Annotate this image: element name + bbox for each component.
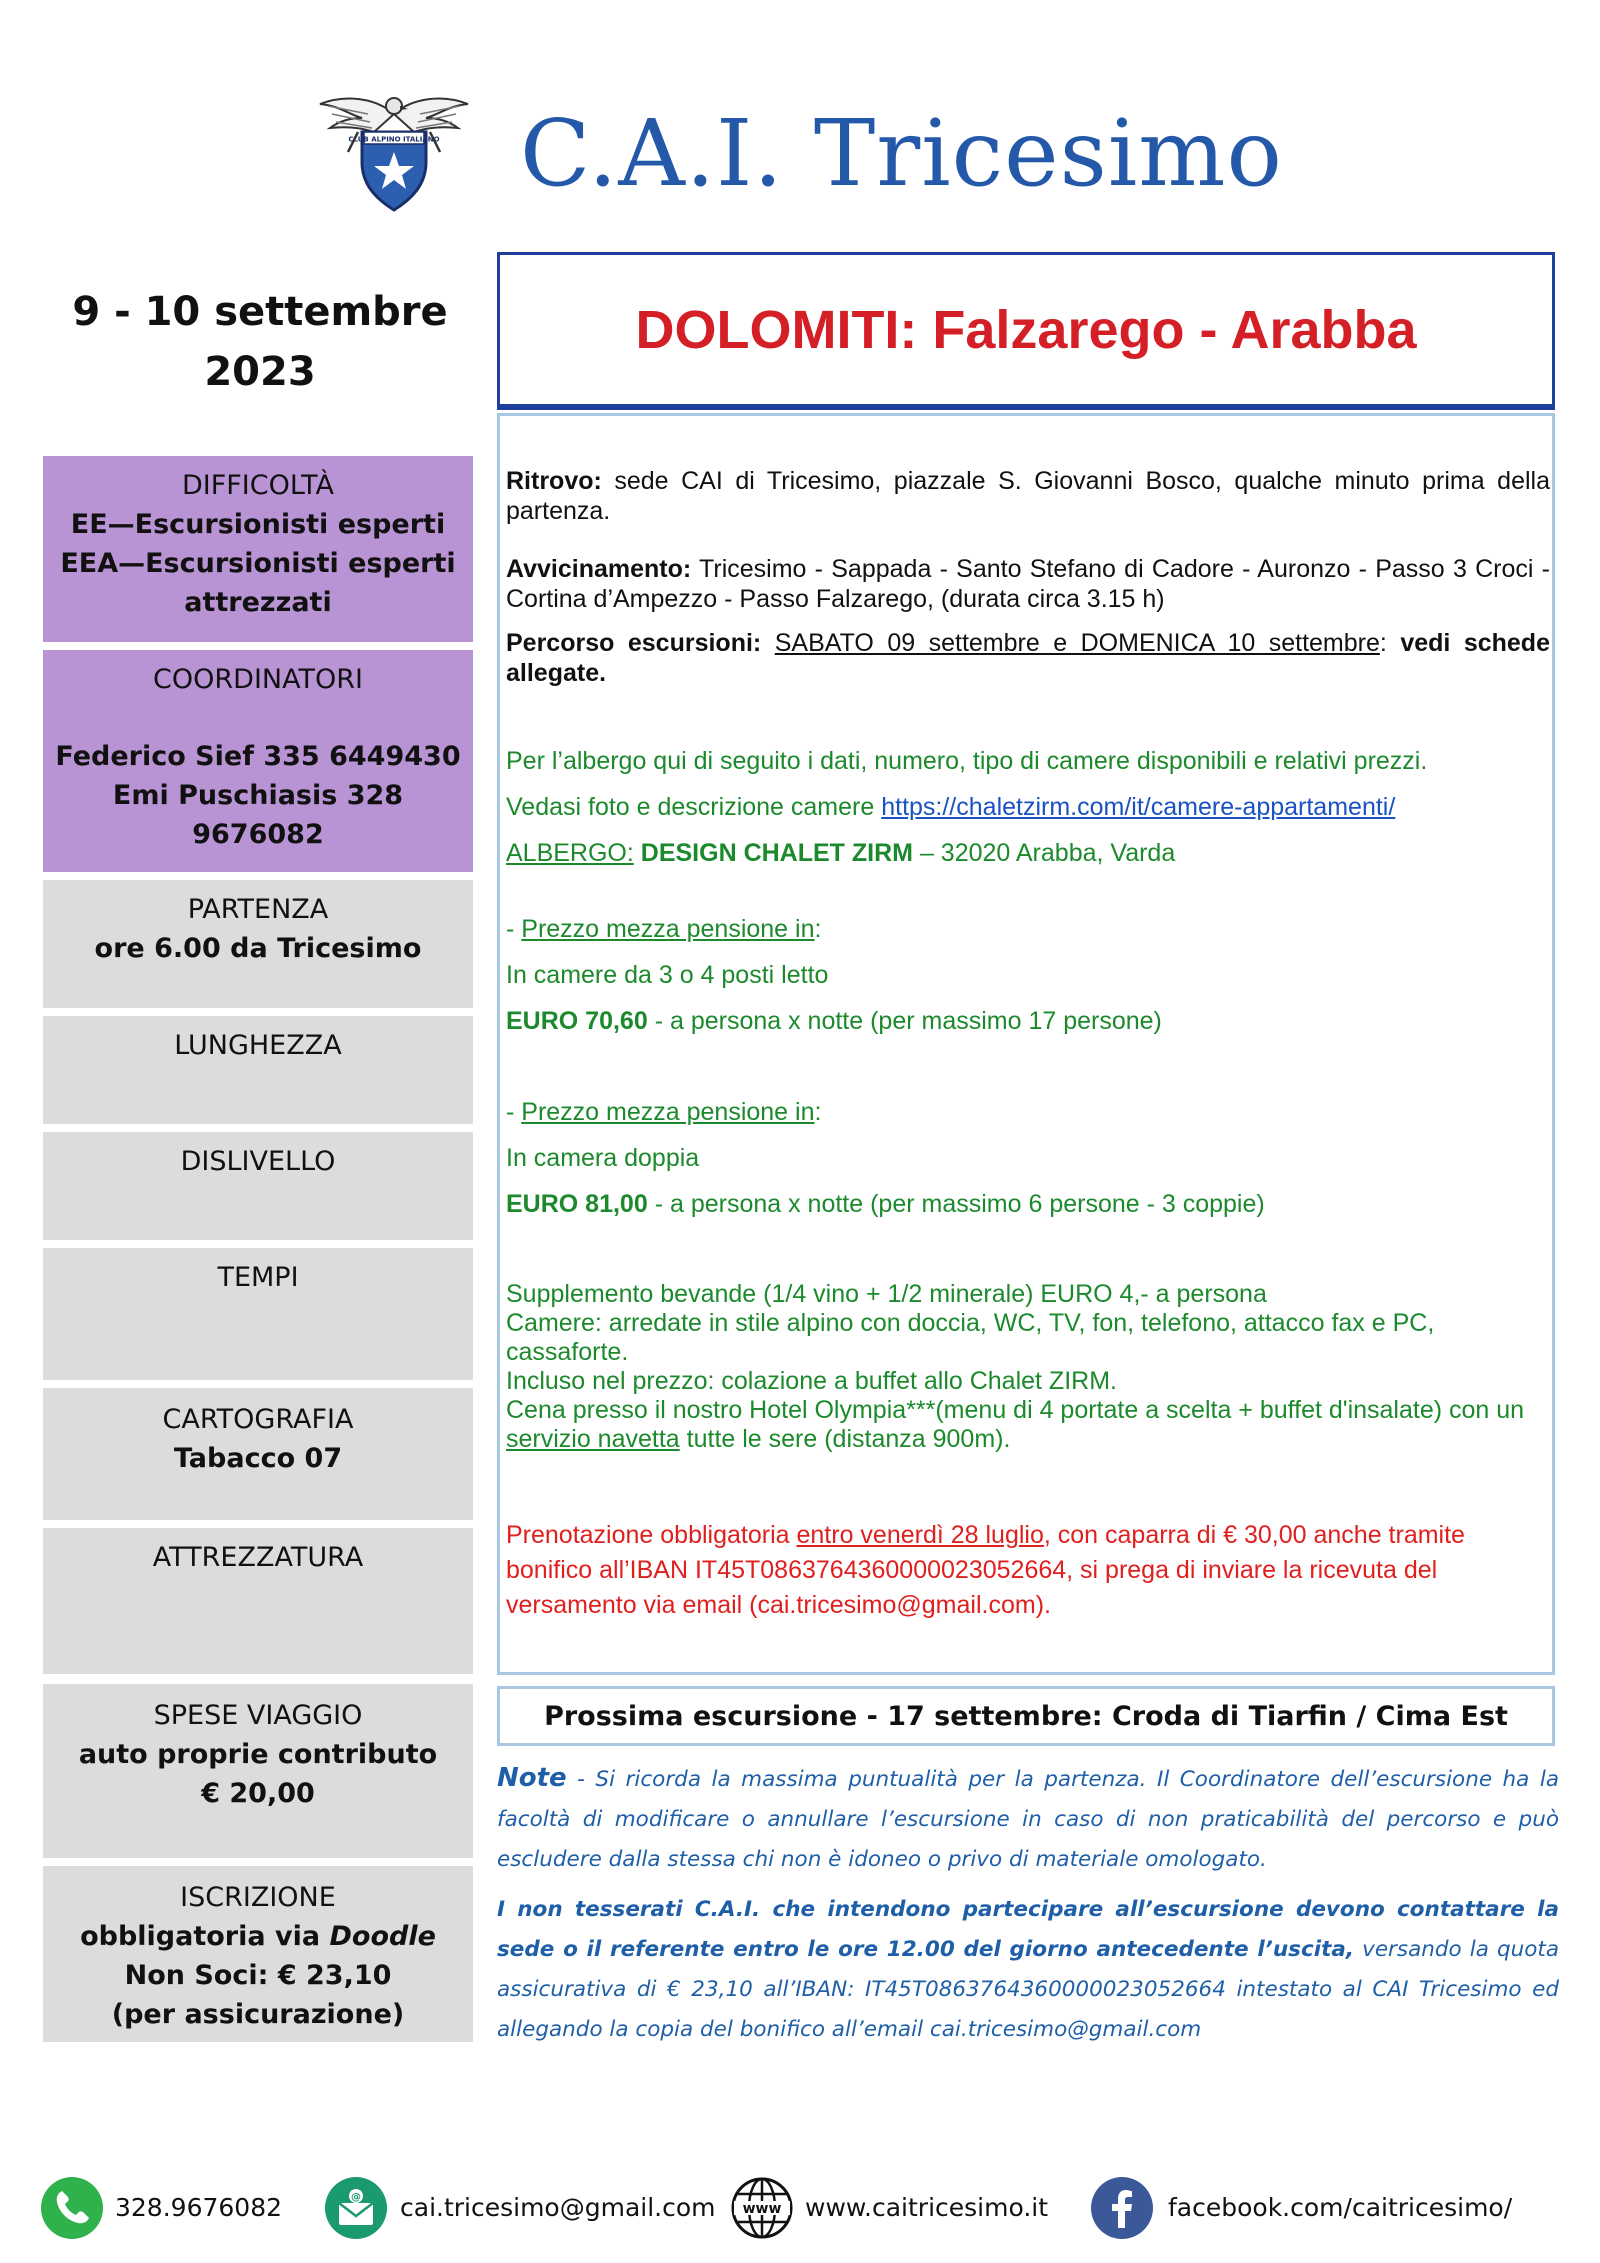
next-hike-box bbox=[497, 1686, 1555, 1746]
title-box bbox=[497, 252, 1555, 410]
iscrizione-value-3: (per assicurazione) bbox=[111, 1999, 405, 2030]
partenza-value: ore 6.00 da Tricesimo bbox=[94, 933, 422, 964]
prezzo1-label: Prezzo mezza pensione in bbox=[521, 915, 815, 943]
euro1-text: - a persona x notte (per massimo 17 persone) bbox=[647, 1007, 1162, 1035]
prenotazione-deadline: entro venerdì 28 luglio bbox=[796, 1521, 1044, 1549]
lunghezza-panel bbox=[43, 1016, 473, 1124]
prezzo2-label: Prezzo mezza pensione in bbox=[521, 1098, 815, 1126]
euro2-text: - a persona x notte (per massimo 6 persone - 3 coppie) bbox=[647, 1190, 1265, 1218]
cena-text: Cena presso il nostro Hotel Olympia***(menu di 4 portate a scelta + buffet d'insalate) con un bbox=[506, 1396, 1525, 1424]
event-date-days: 9 - 10 settembre bbox=[72, 289, 448, 335]
email-icon bbox=[324, 2176, 388, 2240]
prezzo1-line bbox=[506, 914, 1550, 944]
cartografia-panel bbox=[43, 1388, 473, 1520]
footer-email[interactable]: cai.tricesimo@gmail.com bbox=[400, 2193, 716, 2222]
spese-value-2: € 20,00 bbox=[201, 1778, 315, 1809]
cai-eagle-logo bbox=[318, 92, 470, 216]
attrezzatura-label: ATTREZZATURA bbox=[152, 1542, 364, 1573]
ritrovo-text bbox=[506, 466, 1550, 526]
brand-title: C.A.I. Tricesimo bbox=[520, 100, 1283, 207]
tesserati-bold: I non tesserati C.A.I. che intendono partecipare all’escursione devono contattare la sede o il referente entro le ore 12.00 del giorno antecedente l’uscita, bbox=[497, 1897, 1559, 1962]
partenza-panel bbox=[43, 880, 473, 1008]
percorso-days: SABATO 09 settembre e DOMENICA 10 settembre bbox=[774, 629, 1380, 657]
difficolta-value-2: EEA—Escursionisti esperti bbox=[60, 548, 456, 579]
prezzo2-line bbox=[506, 1097, 1550, 1127]
note-label: Note bbox=[497, 1763, 567, 1793]
iscrizione-doodle: Doodle bbox=[329, 1921, 436, 1952]
ritrovo-value: sede CAI di Tricesimo, piazzale S. Giovanni Bosco, qualche minuto prima della partenza. bbox=[506, 467, 1550, 525]
difficolta-panel bbox=[43, 456, 473, 642]
iscrizione-label: ISCRIZIONE bbox=[180, 1882, 336, 1913]
coordinatore-1: Federico Sief 335 6449430 bbox=[55, 741, 461, 772]
euro2-price: EURO 81,00 bbox=[506, 1190, 648, 1218]
iscrizione-panel bbox=[43, 1866, 473, 2042]
albergo-line bbox=[506, 838, 1550, 868]
iscrizione-pre: obbligatoria via bbox=[80, 1921, 330, 1952]
logo-text: CLUB ALPINO ITALIANO bbox=[348, 135, 440, 144]
prezzo1-colon: : bbox=[814, 915, 822, 943]
camere2-line: In camera doppia bbox=[506, 1144, 700, 1172]
cena bbox=[506, 1396, 1550, 1454]
footer-web[interactable]: www.caitricesimo.it bbox=[805, 2193, 1049, 2222]
globe-icon-text: www bbox=[742, 2201, 782, 2217]
partenza-label: PARTENZA bbox=[187, 894, 329, 925]
prezzo2-dash: - bbox=[506, 1098, 522, 1126]
albergo-label: ALBERGO: bbox=[506, 839, 634, 867]
navetta: servizio navetta bbox=[506, 1425, 680, 1453]
prezzo2-colon: : bbox=[814, 1098, 822, 1126]
event-date-year: 2023 bbox=[204, 349, 316, 395]
event-date bbox=[60, 282, 460, 402]
cartografia-value: Tabacco 07 bbox=[173, 1443, 343, 1474]
percorso-bold: vedi schede allegate. bbox=[506, 629, 1550, 687]
percorso-label: Percorso escursioni: bbox=[506, 629, 762, 657]
supplemento-block bbox=[506, 1280, 1550, 1454]
note-block bbox=[497, 1758, 1559, 1880]
attrezzatura-panel bbox=[43, 1528, 473, 1674]
cena-end: tutte le sere (distanza 900m). bbox=[679, 1425, 1011, 1453]
footer-facebook[interactable]: facebook.com/caitricesimo/ bbox=[1168, 2193, 1513, 2222]
footer-phone[interactable]: 328.9676082 bbox=[115, 2193, 283, 2222]
avvicinamento-label: Avvicinamento: bbox=[506, 555, 692, 583]
cartografia-label: CARTOGRAFIA bbox=[162, 1404, 354, 1435]
spese-panel bbox=[43, 1684, 473, 1858]
tesserati-block bbox=[497, 1890, 1559, 2050]
next-hike-text: Prossima escursione - 17 settembre: Croda di Tiarfin / Cima Est bbox=[544, 1700, 1508, 1732]
albergo-name: DESIGN CHALET ZIRM bbox=[633, 839, 913, 867]
phone-icon bbox=[40, 2176, 104, 2240]
euro1-line bbox=[506, 1006, 1550, 1036]
iscrizione-value-1 bbox=[43, 1917, 473, 1956]
prenotazione-text: , con caparra di € 30,00 anche tramite bonifico all’IBAN IT45T0863764360000023052664, si prega di inviare la ricevuta del versamento via email (cai.tricesimo@gmail.com). bbox=[506, 1521, 1465, 1619]
coordinatore-2: Emi Puschiasis 328 9676082 bbox=[112, 780, 404, 850]
tesserati-text: versando la quota assicurativa di € 23,10 all’IBAN: IT45T0863764360000023052664 intestato al CAI Tricesimo ed allegando la copia del bonifico all’email cai.tricesimo@gmail.com bbox=[497, 1937, 1559, 2042]
prenotazione-pre: Prenotazione obbligatoria bbox=[506, 1521, 797, 1549]
percorso-text bbox=[506, 628, 1550, 688]
facebook-icon bbox=[1090, 2176, 1154, 2240]
albergo-intro: Per l’albergo qui di seguito i dati, numero, tipo di camere disponibili e relativi prezzi. bbox=[506, 747, 1428, 775]
ritrovo-label: Ritrovo: bbox=[506, 467, 602, 495]
coordinatori-panel bbox=[43, 650, 473, 872]
foto-line bbox=[506, 792, 1550, 822]
incluso: Incluso nel prezzo: colazione a buffet allo Chalet ZIRM. bbox=[506, 1367, 1117, 1395]
spese-value-1: auto proprie contributo bbox=[78, 1739, 438, 1770]
prezzo1-dash: - bbox=[506, 915, 522, 943]
note-text: - Si ricorda la massima puntualità per la partenza. Il Coordinatore dell’escursione ha la facoltà di modificare o annullare l’escursione in caso di non praticabilità del percorso e può escludere dalla stessa chi non è idoneo o privo di materiale omologato. bbox=[497, 1767, 1559, 1872]
tempi-label: TEMPI bbox=[217, 1262, 299, 1293]
difficolta-value-3: attrezzati bbox=[184, 587, 332, 618]
avvicinamento-value: Tricesimo - Sappada - Santo Stefano di Cadore - Auronzo - Passo 3 Croci - Cortina d’Ampezzo - Passo Falzarego, (durata circa 3.15 h) bbox=[506, 555, 1550, 613]
iscrizione-value-2: Non Soci: € 23,10 bbox=[124, 1960, 392, 1991]
tempi-panel bbox=[43, 1248, 473, 1380]
camere1-line: In camere da 3 o 4 posti letto bbox=[506, 961, 829, 989]
lunghezza-label: LUNGHEZZA bbox=[174, 1030, 342, 1061]
euro2-line bbox=[506, 1189, 1550, 1219]
dislivello-panel bbox=[43, 1132, 473, 1240]
percorso-colon: : bbox=[1379, 629, 1401, 657]
globe-icon bbox=[730, 2176, 794, 2240]
prenotazione-block bbox=[506, 1518, 1550, 1623]
supplemento: Supplemento bevande (1/4 vino + 1/2 minerale) EURO 4,- a persona bbox=[506, 1280, 1267, 1308]
event-title: DOLOMITI: Falzarego - Arabba bbox=[635, 299, 1417, 360]
difficolta-value-1: EE—Escursionisti esperti bbox=[70, 509, 446, 540]
spese-label: SPESE VIAGGIO bbox=[153, 1700, 363, 1731]
albergo-addr: – 32020 Arabba, Varda bbox=[913, 839, 1176, 867]
euro1-price: EURO 70,60 bbox=[506, 1007, 648, 1035]
camere-link[interactable]: https://chaletzirm.com/it/camere-appartamenti/ bbox=[881, 793, 1396, 821]
foto-text: Vedasi foto e descrizione camere bbox=[506, 793, 882, 821]
svg-text:@: @ bbox=[351, 2192, 361, 2203]
dislivello-label: DISLIVELLO bbox=[180, 1146, 336, 1177]
avvicinamento-text bbox=[506, 554, 1550, 614]
camere-desc: Camere: arredate in stile alpino con doccia, WC, TV, fon, telefono, attacco fax e PC, cassaforte. bbox=[506, 1309, 1435, 1366]
difficolta-label: DIFFICOLTÀ bbox=[181, 470, 335, 501]
coordinatori-label: COORDINATORI bbox=[153, 664, 363, 695]
